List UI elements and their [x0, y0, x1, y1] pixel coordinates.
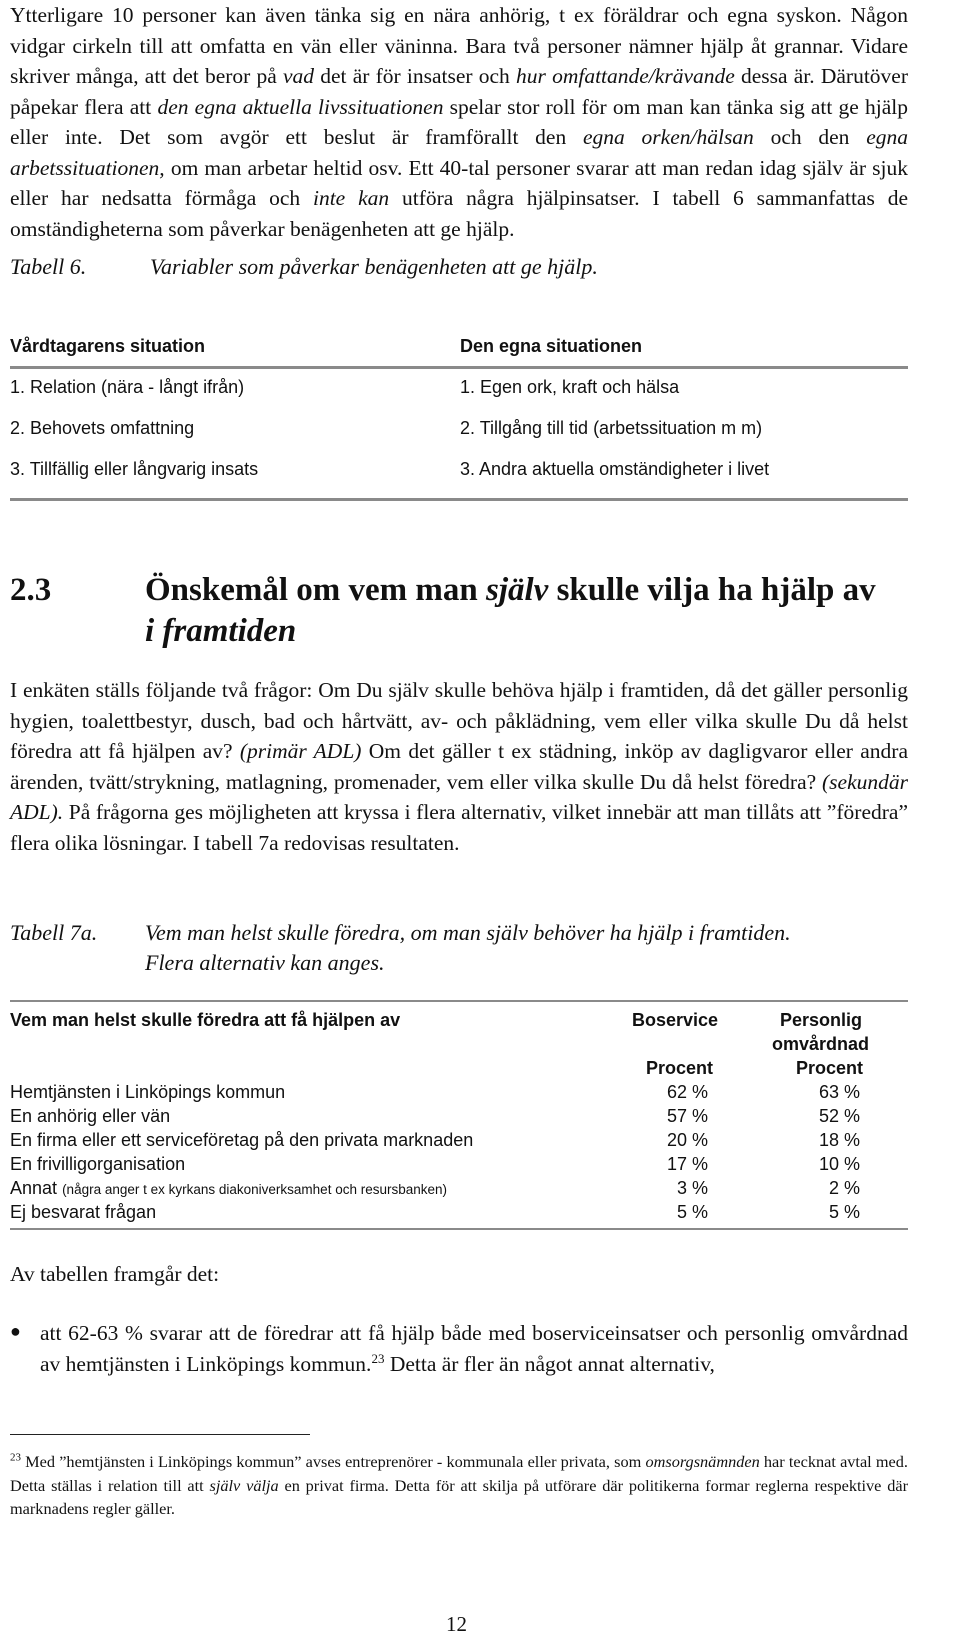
row-label: Hemtjänsten i Linköpings kommun: [10, 1082, 286, 1102]
row-label: En anhörig eller vän: [10, 1106, 171, 1126]
table-row: [10, 1104, 908, 1128]
table7a-caption-line2: Flera alternativ kan anges.: [145, 950, 385, 975]
table7a-col3-unit: Procent: [796, 1058, 864, 1078]
table6-col1-header: Vårdtagarens situation: [10, 336, 206, 356]
table-row: [10, 1176, 908, 1200]
table7a-label: Tabell 7a.: [10, 920, 98, 945]
table7a-col3-header-line1: Personlig: [780, 1010, 863, 1030]
omvardnad-value: 63 %: [818, 1082, 860, 1102]
table6-cell: 3. Tillfällig eller långvarig insats: [10, 459, 259, 479]
page-number: 12: [446, 1612, 467, 1636]
table-row: [10, 451, 908, 492]
section-title: Önskemål om vem man själv skulle vilja ha hjälp av i framtiden: [145, 572, 876, 649]
table7a-header: [10, 1002, 908, 1080]
table7a-col2-unit: Procent: [646, 1058, 714, 1078]
table7a-bottom-rule: [10, 1228, 908, 1230]
boservice-value: 3 %: [676, 1178, 708, 1198]
table-row: [10, 1200, 908, 1224]
table6-caption-text: Variabler som påverkar benägenheten att ge hjälp.: [150, 254, 598, 279]
table6-caption: [10, 252, 908, 284]
table-row: [10, 369, 908, 410]
omvardnad-value: 5 %: [828, 1202, 860, 1222]
row-label: Ej besvarat frågan: [10, 1202, 157, 1222]
table6-cell: 1. Relation (nära - långt ifrån): [10, 377, 245, 397]
footnote-ref[interactable]: 23: [371, 1350, 385, 1366]
table6: [10, 326, 908, 501]
table7a-caption: [10, 918, 908, 980]
table6-header-row: [10, 326, 908, 369]
footnote-separator: [10, 1434, 310, 1435]
table6-cell: 2. Behovets omfattning: [10, 418, 195, 438]
intro-paragraph: Ytterligare 10 personer kan även tänka sig en nära anhörig, t ex föräldrar och egna syskon. Någon vidgar cirkeln till att omfatta en vän eller väninna. Bara två personer nämner hjälp åt grannar. Vidare skriver många, att det beror på vad det är för insatser och hur omfattande/krävande dessa är. Därutöver påpekar flera att den egna aktuella livssituationen spelar stor roll för om man kan tänka sig att ge hjälp eller inte. Det som avgör ett beslut är framförallt den egna orken/hälsan och den egna arbetssituationen, om man arbetar heltid osv. Ett 40-tal personer svarar att man redan idag själv är sjuk eller har nedsatta förmåga och inte kan utföra några hjälpinsatser. I tabell 6 sammanfattas de omständigheterna som påverkar benägenheten att ge hjälp.: [10, 3, 909, 241]
table7a-caption-line1: Vem man helst skulle föredra, om man själv behöver ha hjälp i framtiden.: [145, 920, 791, 945]
table6-label: Tabell 6.: [10, 254, 87, 279]
boservice-value: 17 %: [666, 1154, 708, 1174]
table6-bottom-rule: [10, 498, 908, 501]
table-row: [10, 1080, 908, 1104]
table6-cell: 1. Egen ork, kraft och hälsa: [460, 377, 680, 397]
boservice-value: 57 %: [666, 1106, 708, 1126]
table6-cell: 2. Tillgång till tid (arbetssituation m m): [460, 418, 763, 438]
bullet-icon: ●: [10, 1321, 21, 1341]
footnote: $^{23}$ Med ”hemtjänsten i Linköpings kommun” avses entreprenörer - kommunala eller privata, som omsorgsnämnden har tecknat avtal med. Detta ställas i relation till att själv välja en privat firma. Detta för att skilja på utförare där politikerna formar reglerna respektive där marknadens regler gäller.: [10, 1451, 909, 1518]
omvardnad-value: 10 %: [818, 1154, 860, 1174]
table6-col2-header: Den egna situationen: [460, 336, 643, 356]
omvardnad-value: 2 %: [828, 1178, 860, 1198]
row-label: En frivilligorganisation: [10, 1154, 186, 1174]
body-paragraph: I enkäten ställs följande två frågor: Om Du själv skulle behöva hjälp i framtiden, då det gäller personlig hygien, toalettbestyr, dusch, bad och hårtvätt, av- och påklädning, vem eller vilka skulle Du då helst föredra att få hjälpen av? (primär ADL) Om det gäller t ex städning, inköp av dagligvaror eller andra ärenden, tvätt/strykning, matlagning, promenader, vem eller vilka skulle Du då helst föredra? (sekundär ADL). På frågorna ges möjligheten att kryssa i flera alternativ, vilket innebär att man tillåts att ”föredra” flera olika lösningar. I tabell 7a redovisas resultaten.: [10, 678, 909, 855]
table7a: [10, 1000, 908, 1230]
table7a-col2-header: Boservice: [632, 1010, 719, 1030]
omvardnad-value: 52 %: [818, 1106, 860, 1126]
boservice-value: 62 %: [666, 1082, 708, 1102]
table-row: [10, 410, 908, 451]
footnote-number: 23: [10, 1451, 21, 1464]
row-label: Annat (några anger t ex kyrkans diakoniverksamhet och resursbanken): [10, 1178, 448, 1198]
omvardnad-value: 18 %: [818, 1130, 860, 1150]
section-number: 2.3: [10, 572, 52, 608]
boservice-value: 5 %: [676, 1202, 708, 1222]
row-note: (några anger t ex kyrkans diakoniverksamhet och resursbanken): [62, 1182, 448, 1197]
boservice-value: 20 %: [666, 1130, 708, 1150]
table7a-col3-header-line2: omvårdnad: [772, 1034, 870, 1054]
table6-cell: 3. Andra aktuella omständigheter i livet: [460, 459, 770, 479]
table-row: [10, 1128, 908, 1152]
bullet-text: att 62-63 % svarar att de föredrar att få hjälp både med boserviceinsatser och personlig omvårdnad av hemtjänsten i Linköpings kommun.$^{23}$ Detta är fler än något annat alternativ,: [40, 1321, 908, 1376]
table7a-col1-header: Vem man helst skulle föredra att få hjälpen av: [10, 1010, 401, 1030]
row-label: En firma eller ett serviceföretag på den privata marknaden: [10, 1130, 474, 1150]
after-table-text: Av tabellen framgår det:: [10, 1262, 220, 1286]
table-row: [10, 1152, 908, 1176]
